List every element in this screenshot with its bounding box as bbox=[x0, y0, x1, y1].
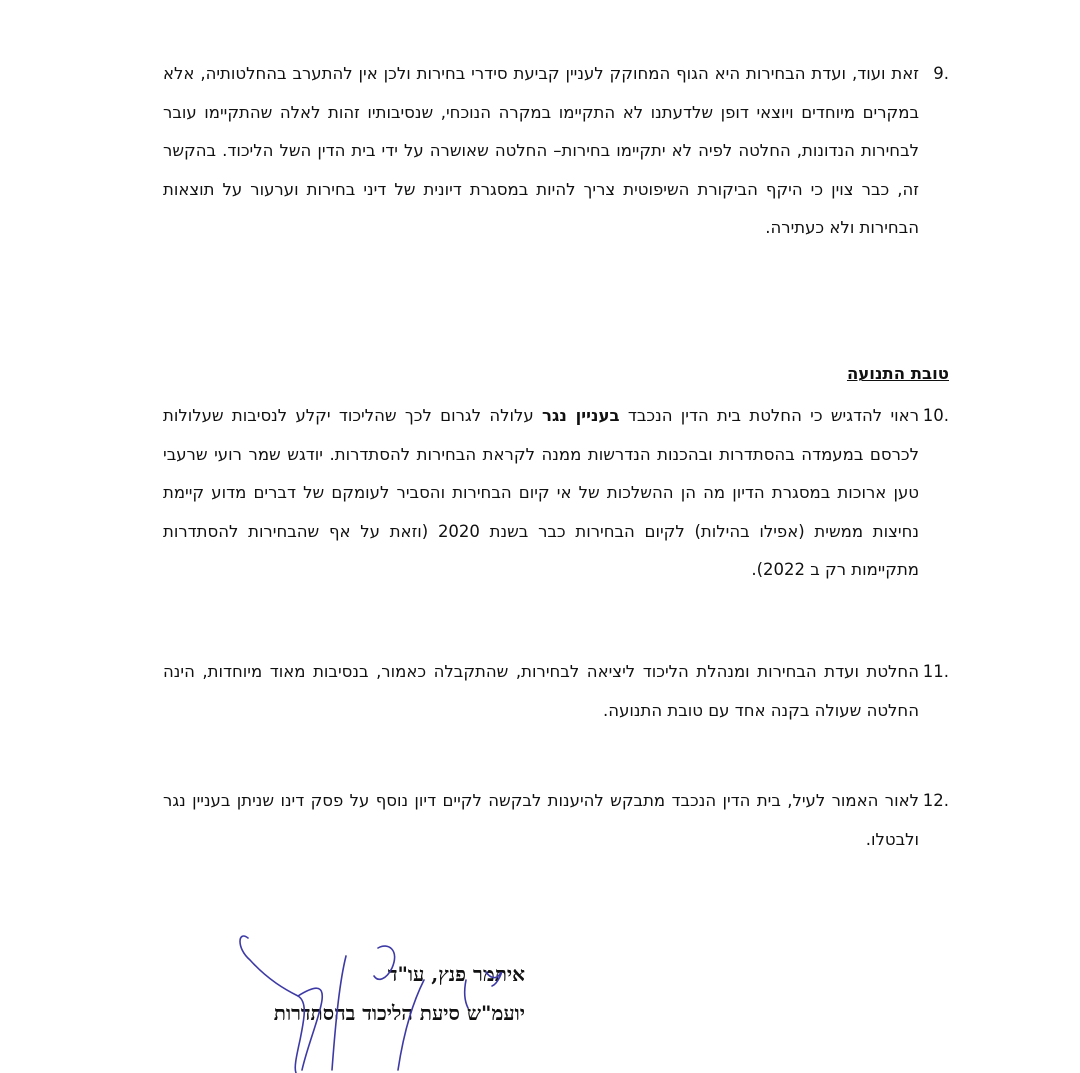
paragraph-9 bbox=[163, 55, 949, 248]
paragraph-number: 10. bbox=[922, 406, 949, 425]
paragraph-text: ראוי להדגיש כי החלטת בית הדין הנכבד bbox=[627, 406, 920, 425]
paragraph-number: 11. bbox=[922, 662, 949, 681]
signatory-title: יועמ"ש סיעת הליכוד בהסתדרות bbox=[273, 1001, 525, 1025]
paragraph-12 bbox=[163, 782, 949, 859]
paragraph-bold-text: בעניין נגר bbox=[542, 406, 620, 425]
paragraph-text: עלולה לגרום לכך שהליכוד יקלע לנסיבות שעלולות לכרסם במעמדה בהסתדרות ובהכנות הנדרשות ממנה לקראת הבחירות להסתדרות. יודגש שמר רועי שרעבי טען ארוכות במסגרת הדיון מה הן ההשלכות של אי קיום הבחירות והסביר לעומקם של דברים מדוע קיימת נחיצות ממשית (אפילו בהילות) לקיום הבחירות כבר בשנת 2020 (וזאת על אף שהבחירות להסתדרות מתקיימות רק ב 2022). bbox=[163, 406, 919, 579]
paragraph-text: החלטת ועדת הבחירות ומנהלת הליכוד ליציאה לבחירות, שהתקבלה כאמור, בנסיבות מאוד מיוחדות, הינה החלטה שעולה בקנה אחד עם טובת התנועה. bbox=[163, 662, 919, 720]
paragraph-text: לאור האמור לעיל, בית הדין הנכבד מתבקש להיענות לבקשה לקיים דיון נוסף על פסק דינו שניתן בעניין נגר ולבטלו. bbox=[163, 791, 919, 849]
paragraph-number: 12. bbox=[922, 791, 949, 810]
section-heading: טובת התנועה bbox=[846, 364, 949, 383]
signatory-name: איתמר פנץ, עו"ד bbox=[387, 962, 525, 986]
paragraph-text: זאת ועוד, ועדת הבחירות היא הגוף המחוקק לעניין קביעת סידרי בחירות ולכן אין להתערב בהחלטותיה, אלא במקרים מיוחדים ויוצאי דופן שלדעתנו לא התקיימו במקרה הנוכחי, שנסיבותיו זהות לאלה שהתקיימו עובר לבחירות הנדונות, החלטה לפיה לא יתקיימו בחירות– החלטה שאושרה על ידי בית הדין השל הליכוד. בהקשר זה, כבר צוין כי היקף הביקורת השיפוטית צריך להיות במסגרת דיונית של דיני בחירות וערעור על תוצאות הבחירות ולא כעתירה. bbox=[163, 64, 919, 237]
paragraph-11 bbox=[163, 653, 949, 730]
paragraph-number: 9. bbox=[933, 64, 949, 83]
paragraph-10 bbox=[163, 397, 949, 590]
